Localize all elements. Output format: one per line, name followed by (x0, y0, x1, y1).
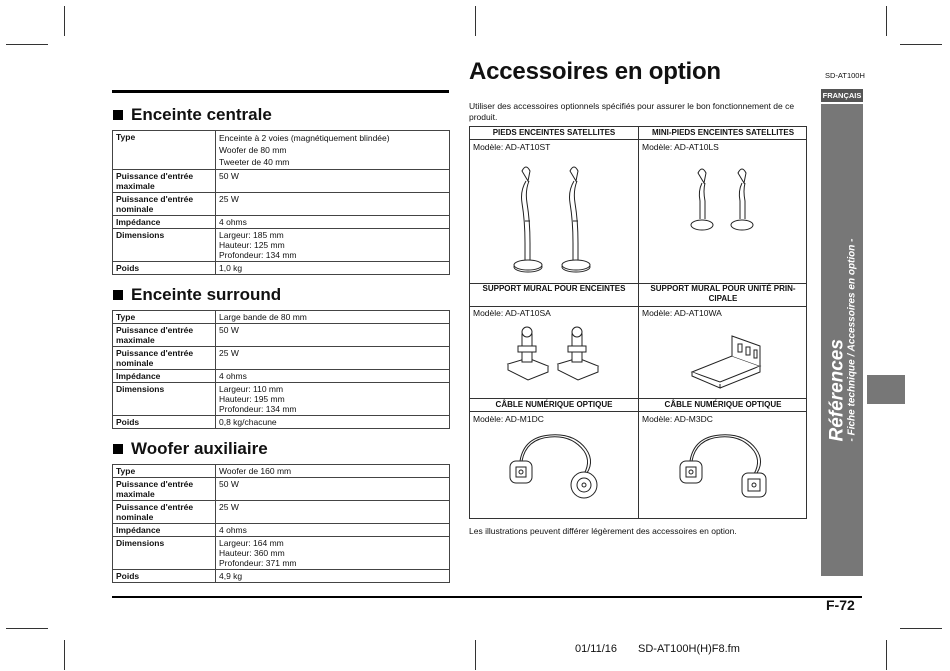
spec-value: 50 W (219, 171, 239, 181)
spec-key: Puissance d'entrée maximale (113, 478, 216, 501)
language-badge: FRANÇAIS (822, 91, 862, 100)
spec-row (113, 570, 450, 583)
grid-divider (470, 411, 806, 412)
spec-row (113, 262, 450, 275)
spec-value: 4 ohms (219, 217, 247, 227)
spec-value-cell (216, 324, 450, 347)
crop-mark (886, 6, 887, 36)
accessory-heading: SUPPORT MURAL POUR ENCEINTES (482, 284, 626, 293)
spec-key: Puissance d'entrée nominale (113, 193, 216, 216)
side-section-subtitle: - Fiche technique / Accessoires en option - (846, 238, 858, 442)
top-rule (112, 90, 449, 93)
accessory-model: Modèle: AD-M3DC (642, 414, 713, 424)
accessory-model: Modèle: AD-AT10ST (473, 142, 551, 152)
spec-row (113, 131, 450, 170)
side-tab (867, 375, 905, 404)
spec-value-cell (216, 131, 450, 170)
crop-mark (900, 628, 942, 629)
spec-value: 4,9 kg (219, 571, 243, 581)
spec-value-cell (216, 478, 450, 501)
spec-row (113, 311, 450, 324)
spec-row (113, 537, 450, 570)
wall-brackets-icon (500, 324, 610, 388)
spec-value: Tweeter de 40 mm (219, 157, 290, 167)
spec-row (113, 416, 450, 429)
accessories-note: Les illustrations peuvent différer légèrement des accessoires en option. (469, 526, 737, 536)
spec-row (113, 501, 450, 524)
bullet-square-icon (113, 110, 123, 120)
spec-table-woofer (112, 464, 450, 583)
accessory-model: Modèle: AD-AT10LS (642, 142, 719, 152)
side-section-title: Références (826, 339, 848, 442)
spec-value-cell (216, 570, 450, 583)
spec-value: Profondeur: 371 mm (219, 558, 297, 568)
spec-value: Hauteur: 195 mm (219, 394, 285, 404)
spec-value-cell (216, 537, 450, 570)
crop-mark (64, 640, 65, 670)
spec-value-cell (216, 347, 450, 370)
spec-key: Dimensions (113, 229, 216, 262)
optical-cable-round-icon (506, 427, 606, 505)
spec-key: Poids (113, 262, 216, 275)
spec-value: Largeur: 110 mm (219, 384, 284, 394)
crop-mark (475, 6, 476, 36)
spec-key: Puissance d'entrée nominale (113, 501, 216, 524)
grid-divider (470, 398, 806, 399)
spec-row (113, 193, 450, 216)
spec-value-cell (216, 524, 450, 537)
accessory-heading: MINI-PIEDS ENCEINTES SATELLITES (651, 128, 795, 137)
accessory-model: Modèle: AD-AT10SA (473, 308, 551, 318)
accessory-model: Modèle: AD-AT10WA (642, 308, 722, 318)
bullet-square-icon (113, 444, 123, 454)
spec-value-cell (216, 229, 450, 262)
intro-text: Utiliser des accessoires optionnels spécifiés pour assurer le bon fonctionnement de ce produit. (469, 101, 795, 122)
side-section-label (827, 238, 858, 441)
section-title: Woofer auxiliaire (131, 439, 268, 458)
spec-value: 25 W (219, 502, 239, 512)
spec-key: Impédance (113, 370, 216, 383)
spec-value: 50 W (219, 325, 239, 335)
spec-value: Hauteur: 125 mm (219, 240, 285, 250)
accessory-model: Modèle: AD-M1DC (473, 414, 544, 424)
spec-value: Profondeur: 134 mm (219, 404, 297, 414)
spec-value: Woofer de 80 mm (219, 145, 287, 155)
spec-value-cell (216, 501, 450, 524)
section-heading-woofer (113, 439, 268, 459)
spec-value: Woofer de 160 mm (219, 466, 292, 476)
section-heading-surround (113, 285, 281, 305)
spec-value-cell (216, 416, 450, 429)
accessory-heading: SUPPORT MURAL POUR UNITÉ PRIN-CIPALE (650, 284, 796, 303)
main-unit-bracket-icon (688, 332, 770, 392)
speaker-stands-icon (508, 163, 598, 275)
crop-mark (475, 640, 476, 670)
spec-value: 50 W (219, 479, 239, 489)
section-title: Enceinte surround (131, 285, 282, 304)
section-heading-centrale (113, 105, 272, 125)
accessories-grid (469, 126, 807, 519)
crop-mark (900, 44, 942, 45)
spec-value: 0,8 kg/chacune (219, 417, 277, 427)
spec-value: Hauteur: 360 mm (219, 548, 285, 558)
spec-key: Impédance (113, 524, 216, 537)
spec-key: Puissance d'entrée maximale (113, 170, 216, 193)
spec-table-surround (112, 310, 450, 429)
spec-row (113, 170, 450, 193)
accessory-heading: PIEDS ENCEINTES SATELLITES (492, 128, 616, 137)
spec-value-cell (216, 193, 450, 216)
footer-filename: SD-AT100H(H)F8.fm (638, 643, 740, 655)
spec-value-cell (216, 262, 450, 275)
page-number: F-72 (826, 597, 855, 613)
grid-divider (470, 306, 806, 307)
mini-speaker-stands-icon (680, 165, 770, 237)
optical-cable-square-icon (676, 427, 776, 505)
spec-value-cell (216, 311, 450, 324)
accessory-heading: CÂBLE NUMÉRIQUE OPTIQUE (495, 400, 613, 409)
bullet-square-icon (113, 290, 123, 300)
spec-key: Puissance d'entrée maximale (113, 324, 216, 347)
spec-value: 25 W (219, 348, 239, 358)
footer-date: 01/11/16 (575, 643, 618, 655)
spec-value: Largeur: 185 mm (219, 230, 284, 240)
spec-key: Poids (113, 570, 216, 583)
spec-value: 25 W (219, 194, 239, 204)
model-code: SD-AT100H (825, 71, 865, 80)
spec-row (113, 229, 450, 262)
page-title: Accessoires en option (469, 58, 721, 85)
accessory-heading: CÂBLE NUMÉRIQUE OPTIQUE (664, 400, 782, 409)
grid-divider (470, 139, 806, 140)
spec-value: 4 ohms (219, 525, 247, 535)
spec-key: Puissance d'entrée nominale (113, 347, 216, 370)
spec-row (113, 370, 450, 383)
spec-key: Type (113, 311, 216, 324)
spec-key: Type (113, 131, 216, 170)
spec-row (113, 465, 450, 478)
spec-value-cell (216, 465, 450, 478)
spec-key: Poids (113, 416, 216, 429)
spec-row (113, 524, 450, 537)
crop-mark (886, 640, 887, 670)
spec-key: Dimensions (113, 537, 216, 570)
spec-row (113, 324, 450, 347)
spec-value: Large bande de 80 mm (219, 312, 307, 322)
crop-mark (6, 628, 48, 629)
spec-table-centrale (112, 130, 450, 275)
crop-mark (64, 6, 65, 36)
spec-value: Profondeur: 134 mm (219, 250, 297, 260)
spec-row (113, 478, 450, 501)
spec-value-cell (216, 170, 450, 193)
spec-key: Type (113, 465, 216, 478)
spec-key: Impédance (113, 216, 216, 229)
spec-value-cell (216, 216, 450, 229)
spec-value: Largeur: 164 mm (219, 538, 284, 548)
spec-row (113, 383, 450, 416)
grid-divider (638, 127, 639, 518)
spec-key: Dimensions (113, 383, 216, 416)
section-title: Enceinte centrale (131, 105, 272, 124)
spec-value-cell (216, 383, 450, 416)
spec-value: Enceinte à 2 voies (magnétiquement blindée) (219, 133, 390, 143)
crop-mark (6, 44, 48, 45)
spec-value: 1,0 kg (219, 263, 243, 273)
spec-value-cell (216, 370, 450, 383)
bottom-rule (112, 596, 862, 598)
spec-row (113, 347, 450, 370)
spec-value: 4 ohms (219, 371, 247, 381)
spec-row (113, 216, 450, 229)
